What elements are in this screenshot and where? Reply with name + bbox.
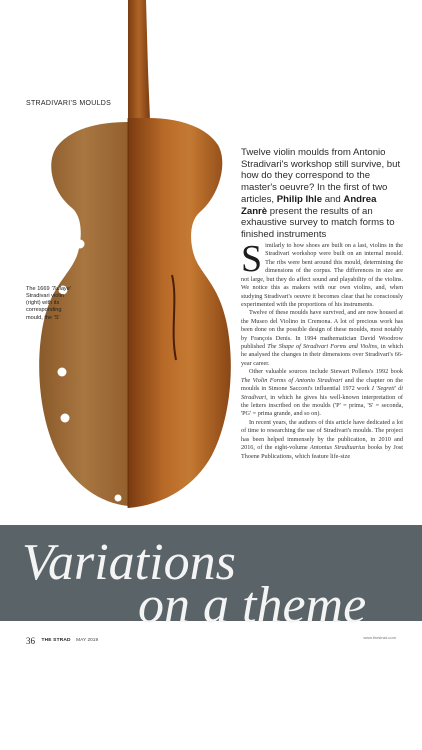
headline-line-1: Variations [22, 534, 236, 591]
author-andrea-zanre: Andrea Zanrè [241, 193, 377, 217]
image-caption: The 1669 'Tullaye' Stradivari violin (right) with its corresponding mould, the 'S' [26, 286, 71, 321]
paragraph-3: Other valuable sources include Stewart Pollens's 1992 book The Violin Forms of Antonio Stradivari and the chapter on the moulds in Simone Sacconi's influential 1972 work I 'Segreti' di Stradivari, in which he gives his well-known interpretation of the letters inscribed on the moulds ('P' = prima, 'S' = seconda, 'PG' = prima grande, and so on). [241, 368, 403, 418]
violin-neck [128, 0, 150, 120]
drop-cap: S [241, 238, 263, 280]
headline-line-2: on a theme [138, 577, 367, 634]
standfirst: Twelve violin moulds from Antonio Stradivari's workshop still survive, but how do they correspond to the master's oeuvre? In the first of two articles, Philip Ihle and Andrea Zanrè present the results of an exhaustive survey to match forms to finished instruments [241, 147, 401, 240]
violin-and-mould-image [0, 0, 238, 520]
section-label: STRADIVARI'S MOULDS [26, 100, 112, 107]
paragraph-4: In recent years, the authors of this article have dedicated a lot of time to researching the use of Stradivari's moulds. The project has been helped immensely by the publication, in 2010 and 2016, of the eight-volume Antonius Stradiuarius books by Jost Thoene Publications, which feature life-size [241, 418, 403, 460]
issue-date: MAY 2019 [76, 638, 99, 644]
article-body [241, 238, 403, 461]
violin-body-half [128, 118, 231, 508]
author-philip-ihle: Philip Ihle [276, 193, 323, 205]
footer-url[interactable]: www.thestrad.com [363, 635, 396, 640]
paragraph-2: Twelve of these moulds have survived, and are now housed at the Museo del Violino in Cremona. A lot of precious work has been done on the possible design of these moulds, most notably by François Denis. In 1994 mathematician David Woodrow published The Shape of Stradivari Forms and Violins, in which he analysed the changes in their dimensions over Stradivari's 66-year career. [241, 309, 403, 367]
paragraph-1: Similarly to how shoes are built on a last, violins in the Stradivari workshop were built on an internal mould. The ribs were bent around this mould, determining the dimensions of the corpus. The differences in size are not large, but they do affect sound and playability of the violins. We notice this as makers with our own violins, and, when studying Stradivari's oeuvre it becomes clear that he consciously experimented with the proportions of his instruments. [241, 238, 403, 308]
magazine-name: THE STRAD [41, 638, 71, 644]
page-number: 36 [26, 635, 35, 646]
footer-folio [26, 632, 98, 650]
